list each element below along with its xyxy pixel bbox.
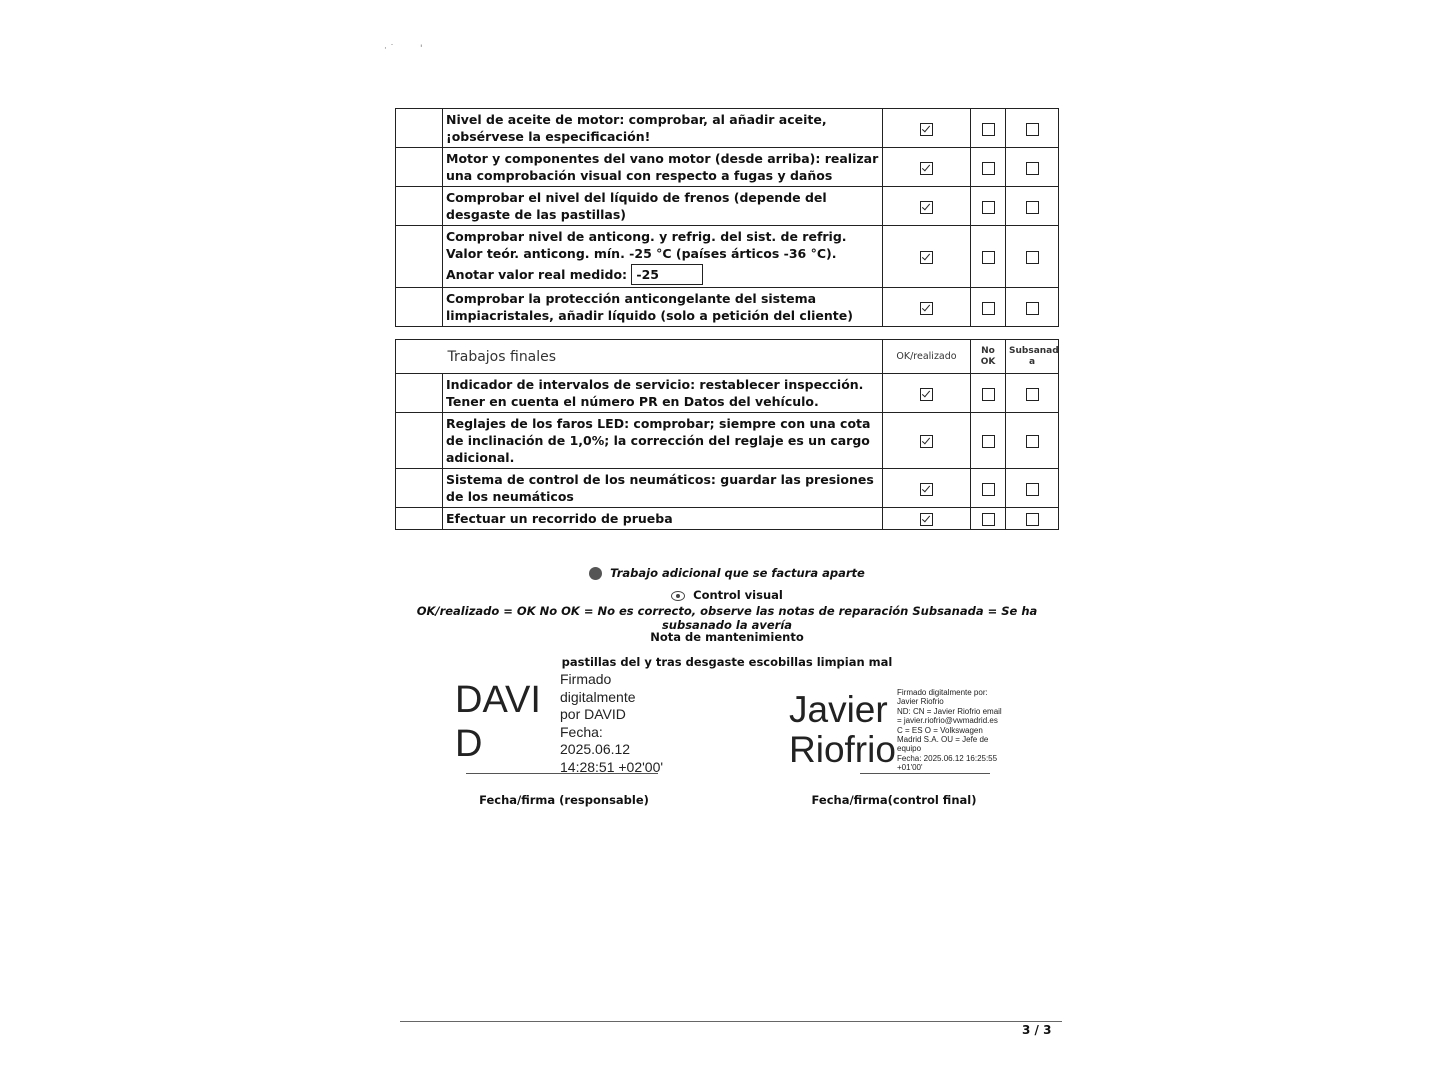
no-ok-checkbox-cell xyxy=(971,413,1006,469)
subsanado-checkbox-cell xyxy=(1006,374,1059,413)
no-ok-checkbox[interactable] xyxy=(982,251,995,264)
ok-checkbox-cell xyxy=(883,508,971,530)
legend-additional xyxy=(395,566,1059,580)
ok-checkbox-cell xyxy=(883,374,971,413)
subsanado-checkbox-cell xyxy=(1006,226,1059,288)
measured-value-field[interactable]: -25 xyxy=(631,264,703,285)
legend-key: OK/realizado = OK No OK = No es correcto, observe las notas de reparación Subsanada = Se ha subsanado la avería xyxy=(416,604,1038,632)
subsanado-checkbox[interactable] xyxy=(1026,302,1039,315)
subsanado-checkbox-cell xyxy=(1006,109,1059,148)
ok-checkbox[interactable] xyxy=(920,302,933,315)
signature-left-caption: Fecha/firma (responsable) xyxy=(479,793,649,807)
ok-checkbox-cell xyxy=(883,187,971,226)
checklist-row xyxy=(396,413,1059,469)
subsanado-checkbox[interactable] xyxy=(1026,162,1039,175)
ok-checkbox[interactable] xyxy=(920,123,933,136)
no-ok-checkbox[interactable] xyxy=(982,201,995,214)
row-blank-cell xyxy=(396,187,443,226)
signature-left-line xyxy=(466,773,658,774)
ok-checkbox[interactable] xyxy=(920,201,933,214)
ok-checkbox-cell xyxy=(883,413,971,469)
row-description-text: Indicador de intervalos de servicio: restablecer inspección. Tener en cuenta el número PR en Datos del vehículo. xyxy=(446,377,864,409)
eye-icon xyxy=(671,591,685,601)
ok-checkbox-cell xyxy=(883,469,971,508)
row-description-text: Motor y componentes del vano motor (desde arriba): realizar una comprobación visual con respecto a fugas y daños xyxy=(446,151,879,183)
scan-specks: · ˙ ' xyxy=(384,44,423,54)
row-blank-cell xyxy=(396,508,443,530)
row-description xyxy=(443,374,883,413)
row-description xyxy=(443,109,883,148)
signature-left-name: DAVI D xyxy=(455,679,541,765)
subsanado-checkbox-cell xyxy=(1006,288,1059,327)
ok-checkbox-cell xyxy=(883,226,971,288)
signature-right-caption: Fecha/firma(control final) xyxy=(811,793,977,807)
signature-left-details: Firmado digitalmente por DAVID Fecha: 2025.06.12 14:28:51 +02'00' xyxy=(560,671,664,775)
no-ok-checkbox[interactable] xyxy=(982,302,995,315)
ok-checkbox[interactable] xyxy=(920,513,933,526)
checklist-row xyxy=(396,469,1059,508)
subsanado-checkbox[interactable] xyxy=(1026,201,1039,214)
row-description xyxy=(443,508,883,530)
page-number: 3 / 3 xyxy=(1022,1023,1052,1037)
row-blank-cell xyxy=(396,288,443,327)
col-ok-header: OK/realizado xyxy=(883,340,971,374)
checklist-table xyxy=(395,108,1059,327)
final-works-table xyxy=(395,339,1059,530)
row-description xyxy=(443,469,883,508)
row-description-text: Comprobar nivel de anticong. y refrig. del sist. de refrig. Valor teór. anticong. mín. -25 °C (países árticos -36 °C). Anotar valor real medido: xyxy=(446,229,847,282)
maintenance-title: Nota de mantenimiento xyxy=(650,630,804,644)
legend-visual xyxy=(395,588,1059,602)
row-blank-cell xyxy=(396,226,443,288)
signature-right-name: Javier Riofrio xyxy=(789,689,896,770)
row-description-text: Sistema de control de los neumáticos: guardar las presiones de los neumáticos xyxy=(446,472,874,504)
no-ok-checkbox[interactable] xyxy=(982,388,995,401)
row-description-text: Reglajes de los faros LED: comprobar; siempre con una cota de inclinación de 1,0%; la corrección del reglaje es un cargo adicional. xyxy=(446,416,871,465)
row-blank-cell xyxy=(396,413,443,469)
ok-checkbox-cell xyxy=(883,109,971,148)
subsanado-checkbox[interactable] xyxy=(1026,388,1039,401)
checklist-row xyxy=(396,187,1059,226)
no-ok-checkbox-cell xyxy=(971,288,1006,327)
col-no-ok-header xyxy=(971,340,1006,374)
row-description-text: Nivel de aceite de motor: comprobar, al añadir aceite, ¡obsérvese la especificación! xyxy=(446,112,827,144)
gear-seal-icon xyxy=(589,567,602,580)
subsanado-checkbox-cell xyxy=(1006,508,1059,530)
subsanado-checkbox-cell xyxy=(1006,187,1059,226)
no-ok-checkbox-cell xyxy=(971,469,1006,508)
row-blank-cell xyxy=(396,109,443,148)
legend-additional-text: Trabajo adicional que se factura aparte xyxy=(610,566,865,580)
ok-checkbox-cell xyxy=(883,148,971,187)
row-blank-cell xyxy=(396,374,443,413)
row-description xyxy=(443,413,883,469)
no-ok-checkbox-cell xyxy=(971,109,1006,148)
ok-checkbox[interactable] xyxy=(920,388,933,401)
final-works-header xyxy=(396,340,1059,374)
subsanado-checkbox[interactable] xyxy=(1026,123,1039,136)
checklist-row xyxy=(396,148,1059,187)
row-blank-cell xyxy=(396,148,443,187)
no-ok-checkbox-cell xyxy=(971,374,1006,413)
signature-right-details: Firmado digitalmente por: Javier Riofrio ND: CN = Javier Riofrio email = javier.riofrio@vwmadrid.es C = ES O = Volkswagen Madrid S.A. OU = Jefe de equipo Fecha: 2025.06.12 16:25:55 +01'00' xyxy=(897,688,1002,773)
subsanado-checkbox[interactable] xyxy=(1026,251,1039,264)
subsanado-checkbox[interactable] xyxy=(1026,513,1039,526)
footer-rule xyxy=(400,1021,1062,1022)
no-ok-checkbox-cell xyxy=(971,508,1006,530)
checklist-row xyxy=(396,288,1059,327)
col-subsanado-header xyxy=(1006,340,1059,374)
no-ok-checkbox-cell xyxy=(971,148,1006,187)
ok-checkbox-cell xyxy=(883,288,971,327)
subsanado-checkbox-cell xyxy=(1006,148,1059,187)
subsanado-checkbox-cell xyxy=(1006,413,1059,469)
checklist-row xyxy=(396,109,1059,148)
col-no-ok-label: No OK xyxy=(980,345,996,367)
row-blank-cell xyxy=(396,469,443,508)
col-subsanado-label: Subsanad a xyxy=(1009,345,1059,367)
no-ok-checkbox[interactable] xyxy=(982,162,995,175)
row-description xyxy=(443,148,883,187)
ok-checkbox[interactable] xyxy=(920,435,933,448)
no-ok-checkbox[interactable] xyxy=(982,435,995,448)
ok-checkbox[interactable] xyxy=(920,162,933,175)
no-ok-checkbox[interactable] xyxy=(982,483,995,496)
checklist-row xyxy=(396,374,1059,413)
no-ok-checkbox[interactable] xyxy=(982,513,995,526)
row-description-text: Comprobar la protección anticongelante del sistema limpiacristales, añadir líquido (solo a petición del cliente) xyxy=(446,291,853,323)
no-ok-checkbox[interactable] xyxy=(982,123,995,136)
maintenance-text: pastillas del y tras desgaste escobillas limpian mal xyxy=(561,655,893,669)
row-description xyxy=(443,288,883,327)
final-works-title: Trabajos finales xyxy=(443,340,883,374)
checklist-row xyxy=(396,226,1059,288)
checklist-row xyxy=(396,508,1059,530)
subsanado-checkbox[interactable] xyxy=(1026,483,1039,496)
ok-checkbox[interactable] xyxy=(920,483,933,496)
legend-visual-text: Control visual xyxy=(693,588,783,602)
no-ok-checkbox-cell xyxy=(971,187,1006,226)
signature-right-line xyxy=(860,773,990,774)
no-ok-checkbox-cell xyxy=(971,226,1006,288)
ok-checkbox[interactable] xyxy=(920,251,933,264)
row-description xyxy=(443,187,883,226)
row-description-text: Comprobar el nivel del líquido de frenos (depende del desgaste de las pastillas) xyxy=(446,190,827,222)
subsanado-checkbox[interactable] xyxy=(1026,435,1039,448)
row-description xyxy=(443,226,883,288)
subsanado-checkbox-cell xyxy=(1006,469,1059,508)
row-description-text: Efectuar un recorrido de prueba xyxy=(446,511,673,526)
